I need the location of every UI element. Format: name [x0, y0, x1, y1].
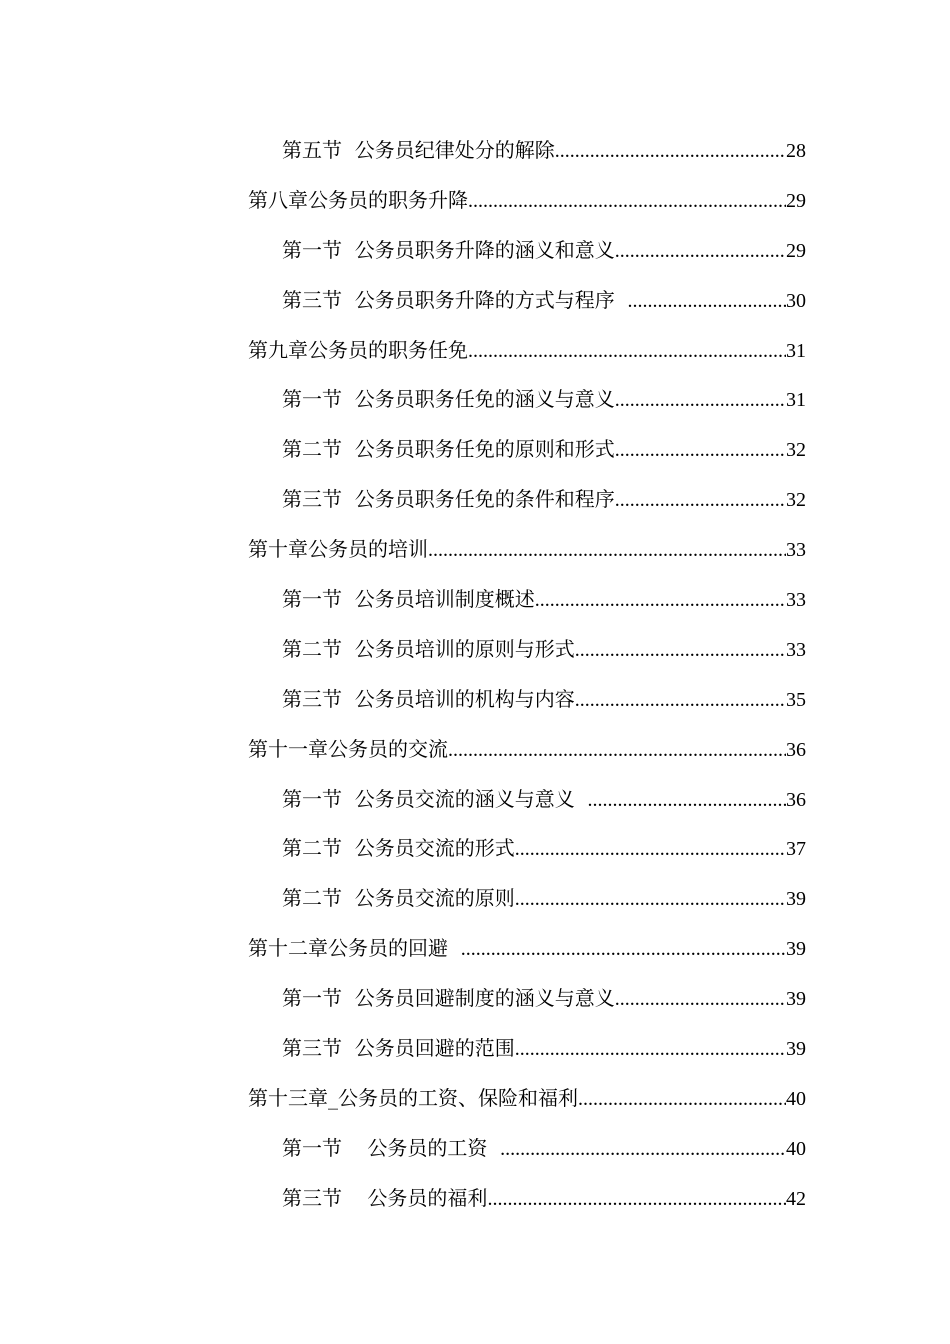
toc-page-number: 32 — [786, 489, 806, 512]
toc-dot-leader — [578, 1075, 786, 1125]
toc-dot-leader — [515, 825, 786, 875]
toc-entry[interactable] — [248, 924, 806, 974]
toc-page-number: 42 — [786, 1187, 806, 1210]
toc-entry[interactable] — [248, 475, 806, 525]
toc-dot-leader — [615, 975, 786, 1025]
toc-dot-leader — [515, 875, 786, 925]
toc-page-number: 40 — [786, 1137, 806, 1160]
toc-page-number: 37 — [786, 838, 806, 861]
toc-page-number: 33 — [786, 638, 806, 661]
toc-entry[interactable] — [248, 1124, 806, 1174]
toc-dot-leader — [615, 376, 786, 426]
toc-page-number: 31 — [786, 389, 806, 412]
toc-entry-title: 第三节 公务员职务升降的方式与程序 — [282, 287, 628, 312]
toc-entry-title: 第五节 公务员纪律处分的解除 — [282, 138, 555, 162]
toc-dot-leader — [615, 476, 786, 526]
toc-page-number: 33 — [786, 539, 806, 562]
toc-dot-leader — [468, 327, 786, 377]
toc-entry[interactable] — [248, 176, 806, 226]
toc-page-number: 36 — [786, 738, 806, 761]
toc-page-number: 39 — [786, 988, 806, 1011]
toc-entry[interactable] — [248, 874, 806, 924]
toc-entry-title: 第十一章公务员的交流 — [248, 736, 448, 761]
toc-entry-title: 第一节 公务员培训制度概述 — [282, 587, 535, 612]
toc-dot-leader — [468, 177, 786, 227]
toc-entry[interactable] — [248, 1174, 806, 1224]
toc-entry-title: 第十二章公务员的回避 — [248, 936, 461, 961]
toc-entry[interactable] — [248, 575, 806, 625]
toc-page-number: 28 — [786, 140, 806, 162]
toc-dot-leader — [535, 576, 786, 626]
toc-entry[interactable] — [248, 126, 806, 176]
toc-page-number: 39 — [786, 888, 806, 911]
toc-dot-leader — [555, 127, 786, 177]
toc-page-number: 29 — [786, 189, 806, 212]
toc-entry[interactable] — [248, 326, 806, 376]
toc-page-number: 39 — [786, 1038, 806, 1061]
toc-dot-leader — [575, 676, 786, 726]
toc-entry[interactable] — [248, 974, 806, 1024]
toc-entry[interactable] — [248, 375, 806, 425]
toc-dot-leader — [587, 776, 786, 826]
toc-entry-title: 第三节 公务员培训的机构与内容 — [282, 686, 575, 711]
toc-dot-leader — [575, 626, 786, 676]
toc-entry-title: 第二节 公务员交流的形式 — [282, 836, 515, 861]
toc-entry-title: 第一节 公务员回避制度的涵义与意义 — [282, 986, 615, 1011]
toc-dot-leader — [627, 277, 786, 327]
table-of-contents — [248, 126, 806, 1224]
toc-dot-leader — [448, 726, 786, 776]
toc-entry[interactable] — [248, 675, 806, 725]
toc-entry[interactable] — [248, 226, 806, 276]
toc-page-number: 36 — [786, 788, 806, 811]
toc-entry[interactable] — [248, 1024, 806, 1074]
toc-dot-leader — [515, 1025, 786, 1075]
toc-entry[interactable] — [248, 775, 806, 825]
toc-entry-title: 第三节 公务员职务任免的条件和程序 — [282, 487, 615, 512]
toc-dot-leader — [487, 1175, 786, 1225]
toc-entry[interactable] — [248, 425, 806, 475]
toc-page-number: 40 — [786, 1087, 806, 1110]
toc-entry-title: 第二节 公务员培训的原则与形式 — [282, 636, 575, 661]
toc-entry[interactable] — [248, 725, 806, 775]
toc-dot-leader — [428, 526, 786, 576]
toc-dot-leader — [500, 1125, 786, 1175]
toc-entry[interactable] — [248, 525, 806, 575]
toc-page-number: 39 — [786, 938, 806, 961]
toc-entry-title: 第三节 公务员回避的范围 — [282, 1036, 515, 1061]
toc-entry-title: 第八章公务员的职务升降 — [248, 187, 468, 212]
toc-entry-title: 第十章公务员的培训 — [248, 537, 428, 562]
toc-page-number: 33 — [786, 589, 806, 612]
toc-page-number: 31 — [786, 339, 806, 362]
toc-dot-leader — [615, 227, 786, 277]
toc-dot-leader — [461, 925, 786, 975]
toc-page-number: 35 — [786, 688, 806, 711]
toc-page-number: 32 — [786, 439, 806, 462]
toc-entry-title: 第二节 公务员交流的原则 — [282, 886, 515, 911]
toc-entry-title: 第十三章_公务员的工资、保险和福利 — [248, 1085, 578, 1110]
toc-page-number: 30 — [786, 289, 806, 312]
toc-entry-title: 第一节 公务员职务升降的涵义和意义 — [282, 237, 615, 262]
toc-entry[interactable] — [248, 824, 806, 874]
toc-dot-leader — [615, 426, 786, 476]
toc-entry-title: 第一节 公务员职务任免的涵义与意义 — [282, 387, 615, 412]
toc-entry[interactable] — [248, 625, 806, 675]
toc-entry-title: 第二节 公务员职务任免的原则和形式 — [282, 437, 615, 462]
toc-entry-title: 第三节 公务员的福利 — [282, 1185, 488, 1210]
toc-entry-title: 第一节 公务员交流的涵义与意义 — [282, 786, 588, 811]
toc-entry[interactable] — [248, 276, 806, 326]
toc-entry-title: 第一节 公务员的工资 — [282, 1135, 501, 1160]
toc-entry-title: 第九章公务员的职务任免 — [248, 337, 468, 362]
toc-entry[interactable] — [248, 1074, 806, 1124]
toc-page-number: 29 — [786, 239, 806, 262]
